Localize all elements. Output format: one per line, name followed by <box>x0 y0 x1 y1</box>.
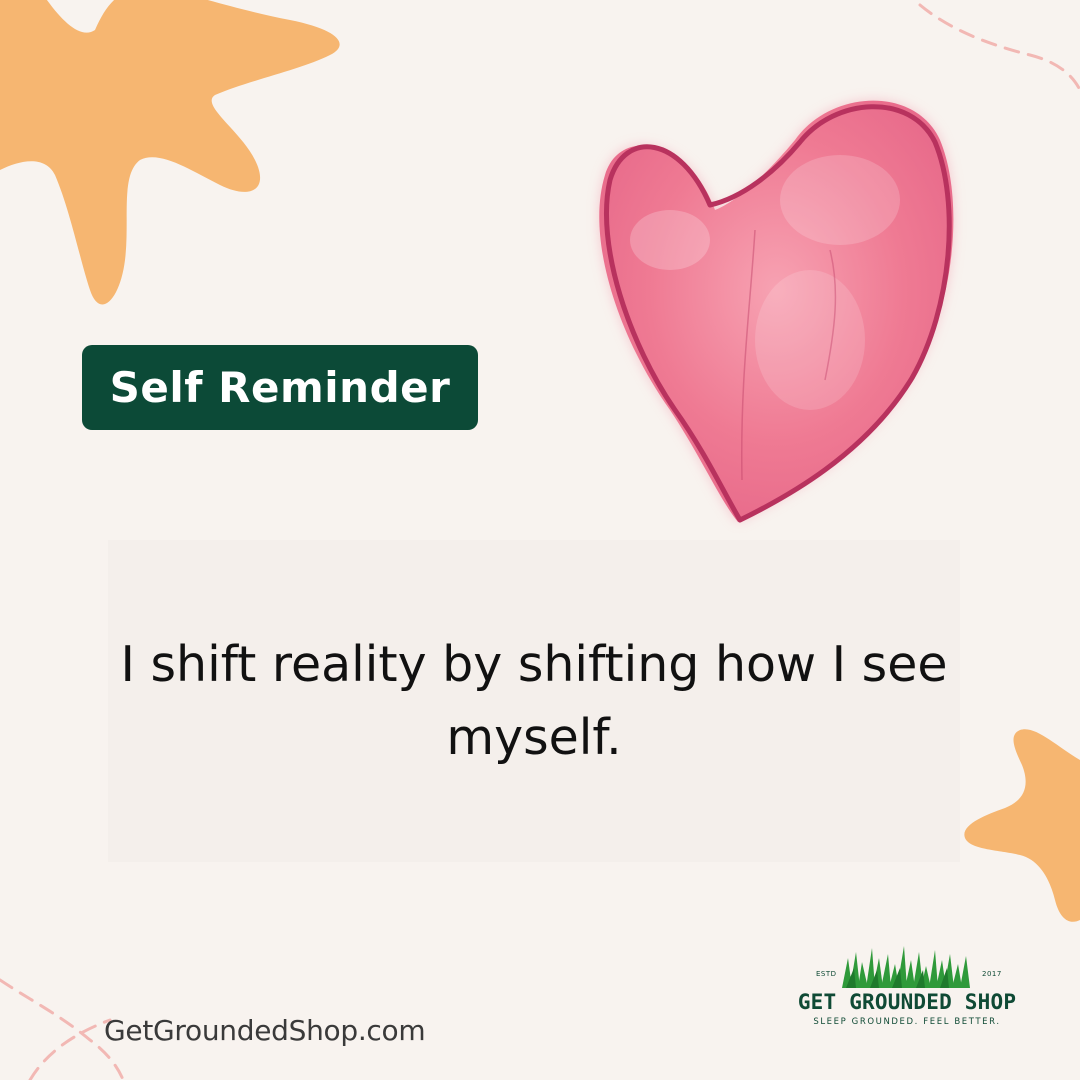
logo-year: 2017 <box>982 970 1002 978</box>
website-url: GetGroundedShop.com <box>104 1014 426 1047</box>
self-reminder-badge <box>82 345 478 430</box>
heart-illustration <box>580 80 980 540</box>
logo-brand-name: GET GROUNDED SHOP <box>797 990 1017 1014</box>
affirmation-quote: I shift reality by shifting how I see myself. <box>120 636 948 766</box>
orange-star-decoration <box>0 0 360 320</box>
orange-star-right-decoration <box>960 720 1080 930</box>
grass-icon <box>842 944 972 988</box>
self-reminder-label: Self Reminder <box>109 363 451 412</box>
logo-tagline: SLEEP GROUNDED. FEEL BETTER. <box>813 1017 1001 1027</box>
get-grounded-shop-logo <box>782 944 1032 1034</box>
logo-estd-label: ESTD <box>816 970 837 978</box>
quote-panel <box>108 540 960 862</box>
